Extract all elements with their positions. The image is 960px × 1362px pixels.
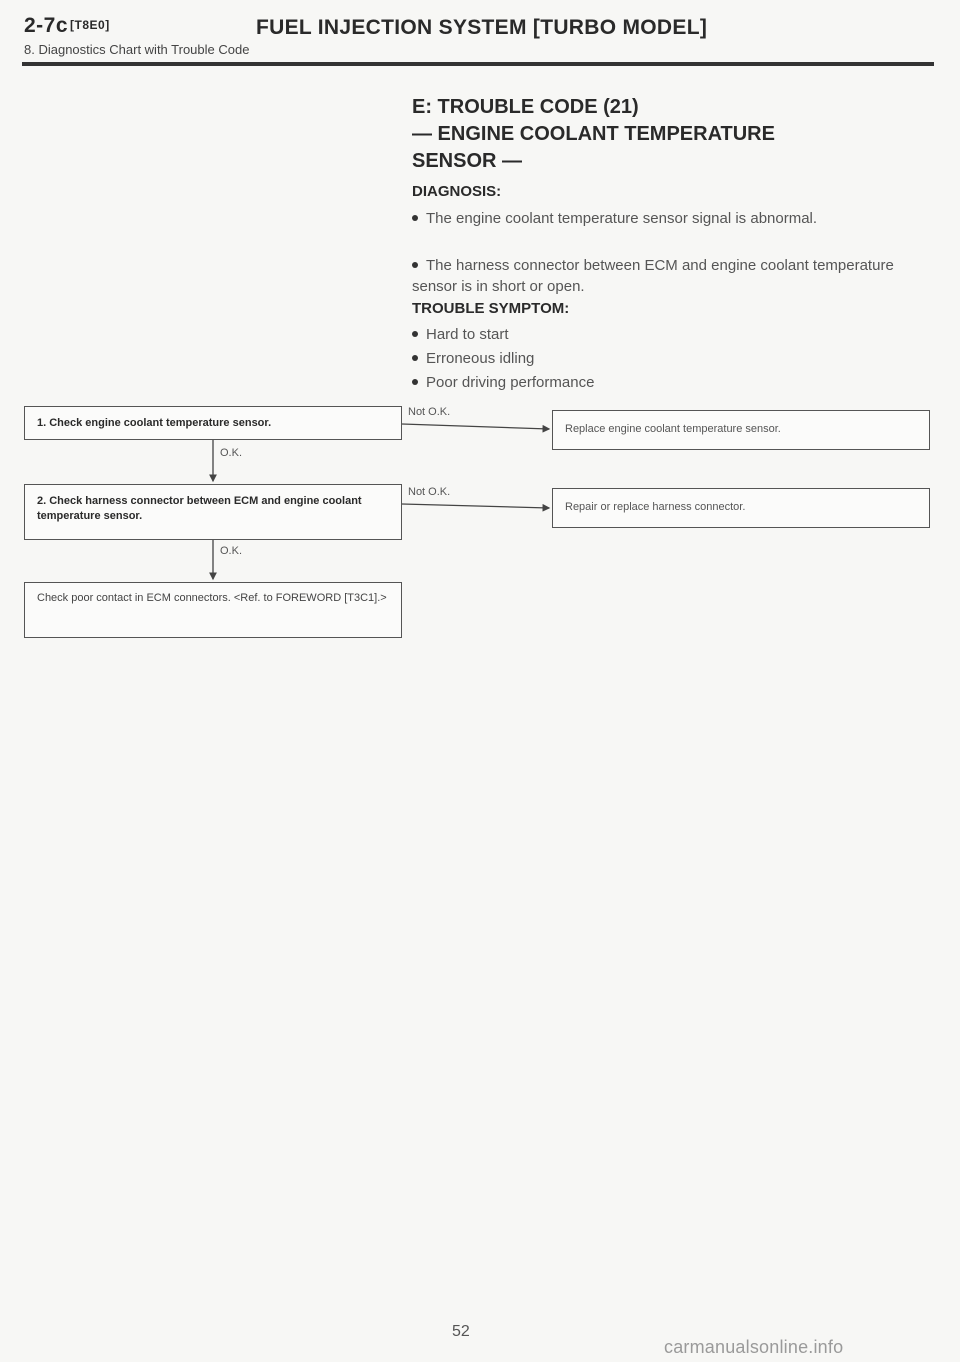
- flow-result-1: Replace engine coolant temperature sensor.: [552, 410, 930, 450]
- not-ok-arrow-1: [402, 424, 549, 429]
- section-title: E: TROUBLE CODE (21) — ENGINE COOLANT TEMPERATURE SENSOR —: [412, 96, 775, 172]
- ok-label: O.K.: [220, 447, 243, 459]
- ok-label: O.K.: [220, 545, 243, 557]
- flow-step-3: Check poor contact in ECM connectors. <Ref. to FOREWORD [T3C1].>: [24, 582, 402, 638]
- symptom-item: Hard to start: [412, 324, 509, 345]
- symptom-heading: TROUBLE SYMPTOM:: [412, 300, 570, 317]
- section-code: 2-7c [T8E0]: [24, 14, 110, 37]
- section-tag: [T8E0]: [70, 18, 110, 32]
- flow-step-1: 1. Check engine coolant temperature sensor.: [24, 406, 402, 440]
- page-title: FUEL INJECTION SYSTEM [TURBO MODEL]: [256, 16, 708, 39]
- not-ok-label: Not O.K.: [408, 406, 451, 418]
- flow-step-2: 2. Check harness connector between ECM and engine coolant temperature sensor.: [24, 484, 402, 540]
- flow-result-2: Repair or replace harness connector.: [552, 488, 930, 528]
- diagnosis-item: The engine coolant temperature sensor signal is abnormal.: [412, 208, 932, 229]
- symptom-item: Erroneous idling: [412, 348, 534, 369]
- not-ok-label: Not O.K.: [408, 486, 451, 498]
- watermark: carmanualsonline.info: [664, 1337, 844, 1357]
- diagnosis-item: The harness connector between ECM and engine coolant temperature sensor is in short or open.: [412, 257, 894, 295]
- page-number: 52: [452, 1323, 470, 1340]
- not-ok-arrow-2: [402, 504, 549, 508]
- page-subtitle: 8. Diagnostics Chart with Trouble Code: [24, 42, 250, 57]
- symptom-item: Poor driving performance: [412, 372, 594, 393]
- diagnosis-heading: DIAGNOSIS:: [412, 183, 502, 200]
